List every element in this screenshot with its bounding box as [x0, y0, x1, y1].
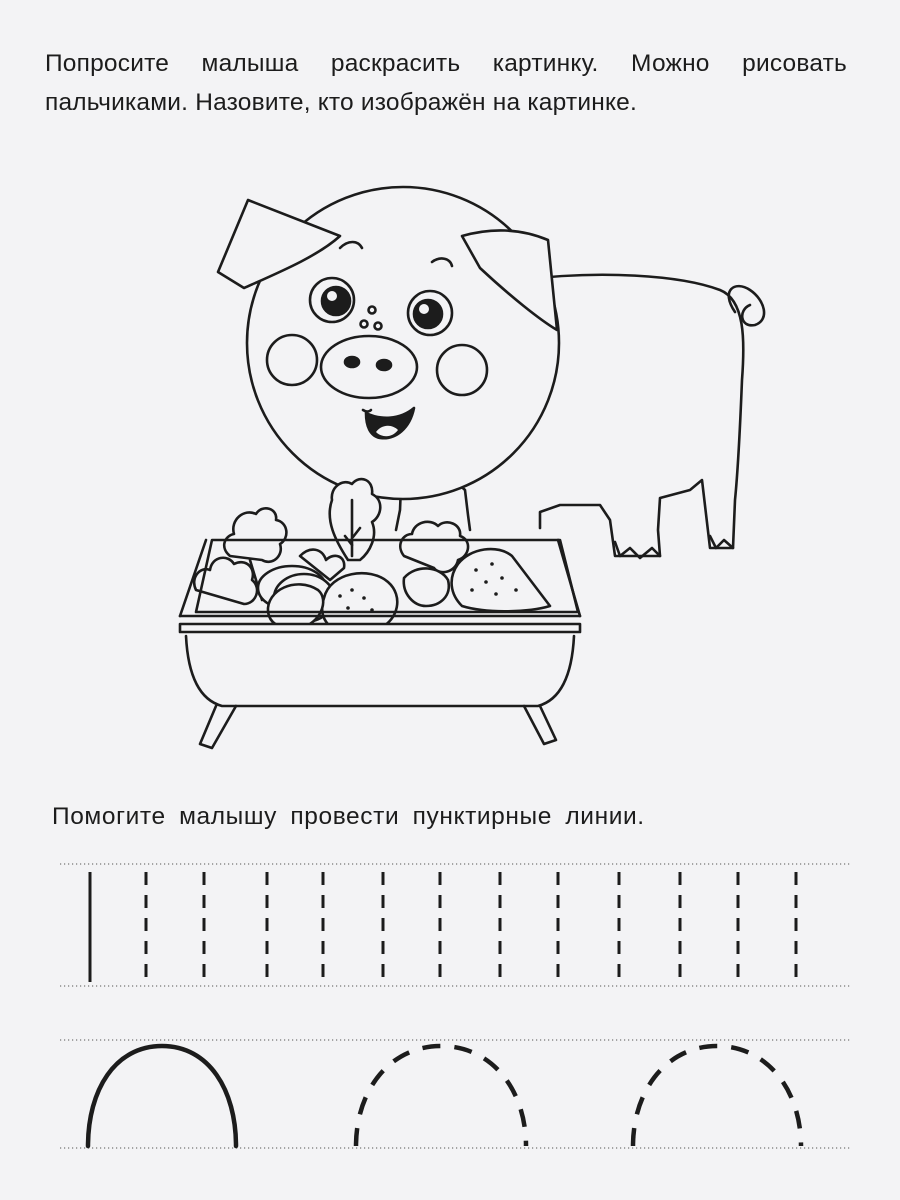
row2-guide-lines: [60, 1040, 850, 1148]
row1-dashed-lines: [146, 872, 796, 982]
coloring-instruction: Попросите малыша раскрасить картинку. Можно рисовать пальчиками. Назовите, кто изображён на картинке.: [45, 50, 847, 116]
row2-dashed-arches: [356, 1046, 801, 1146]
row2-solid-arch: [88, 1046, 236, 1146]
tracing-instruction: Помогите малышу провести пунктирные линии.: [52, 803, 645, 830]
row1-guide-lines: [60, 864, 850, 986]
